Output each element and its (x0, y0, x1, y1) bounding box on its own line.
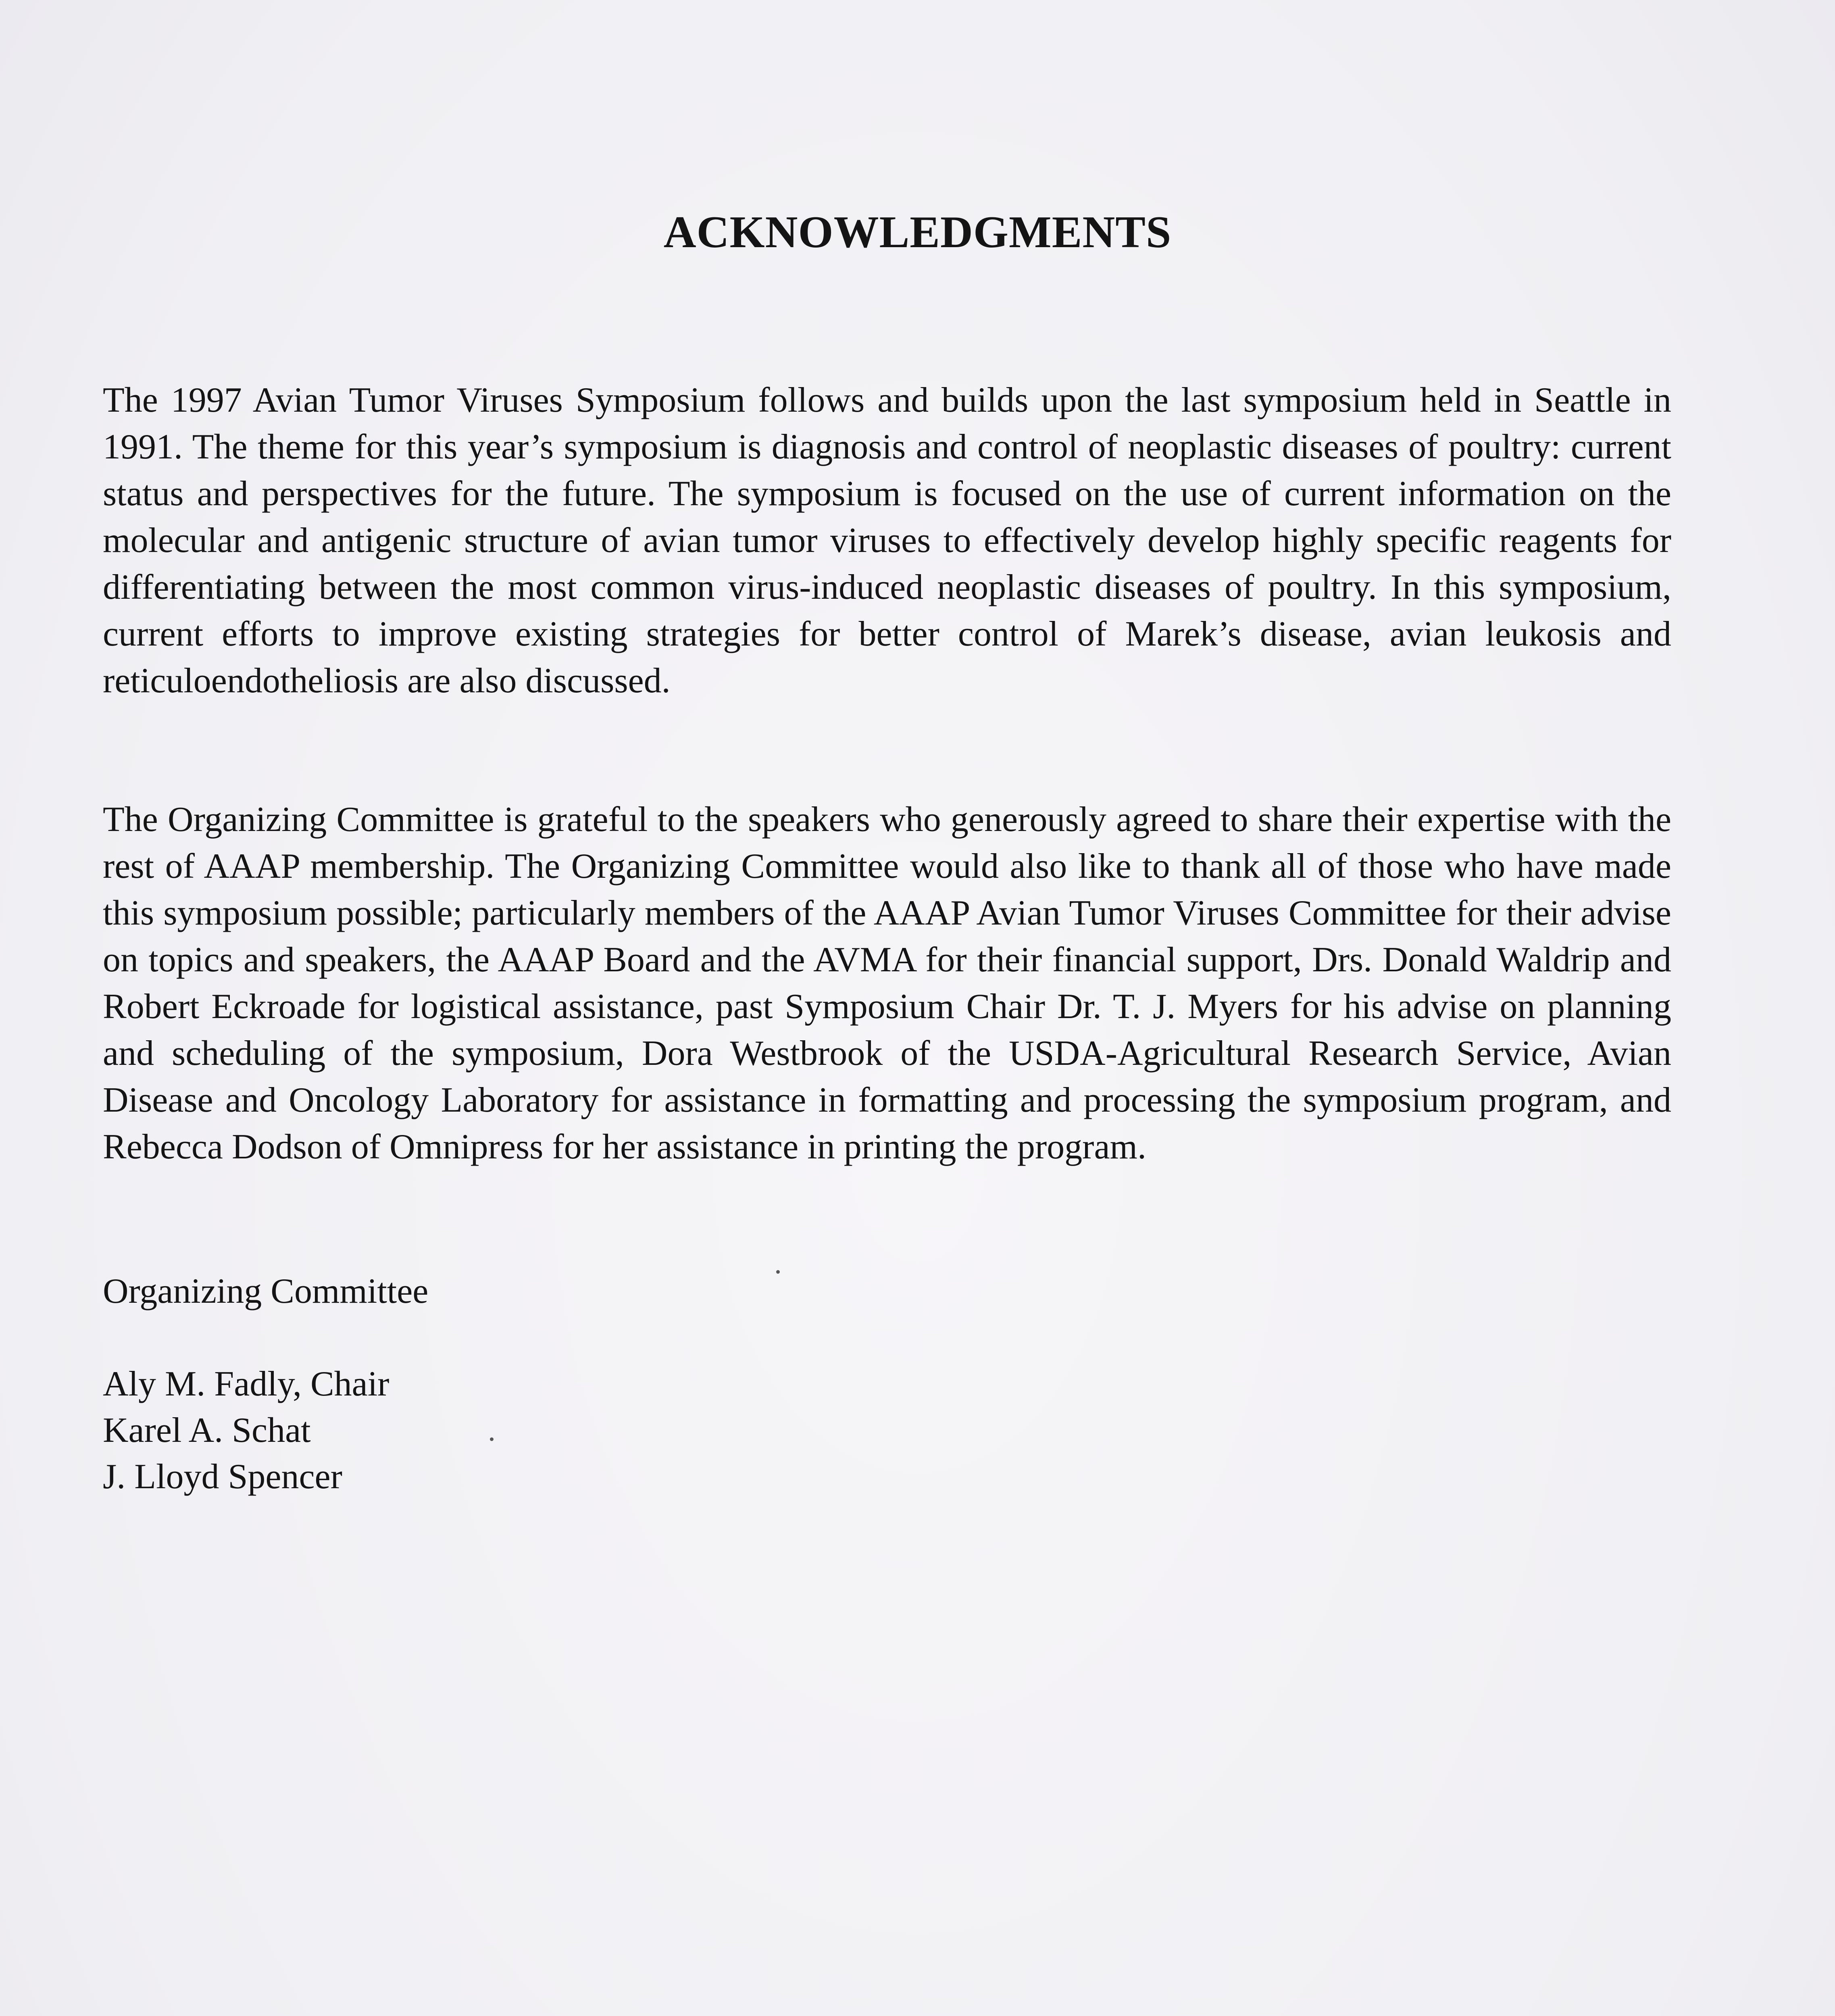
paragraph-thanks: The Organizing Committee is grateful to the speakers who generously agreed to share their expertise with the rest of AAAP membership. The Organizing Committee would also like to thank all of those who have made this symposium possible; particularly members of the AAAP Avian Tumor Viruses Committee for their advise on topics and speakers, the AAAP Board and the AVMA for their financial support, Drs. Donald Waldrip and Robert Eckroade for logistical assistance, past Symposium Chair Dr. T. J. Myers for his advise on planning and scheduling of the symposium, Dora Westbrook of the USDA-Agricultural Research Service, Avian Disease and Oncology Laboratory for assistance in formatting and processing the symposium program, and Rebecca Dodson of Omnipress for her assistance in printing the program. (103, 800, 1671, 1166)
paper-speck (490, 1437, 494, 1441)
committee-members-list (103, 1361, 389, 1500)
committee-member: Karel A. Schat (103, 1411, 311, 1450)
committee-member: J. Lloyd Spencer (103, 1457, 342, 1496)
paper-speck (776, 1270, 780, 1274)
committee-member: Aly M. Fadly, Chair (103, 1364, 389, 1404)
paragraph-intro: The 1997 Avian Tumor Viruses Symposium follows and builds upon the last symposium held in Seattle in 1991. The theme for this year’s symposium is diagnosis and control of neoplastic diseases of poultry: current status and perspectives for the future. The symposium is focused on the use of current information on the molecular and antigenic structure of avian tumor viruses to effectively develop highly specific reagents for differentiating between the most common virus-induced neoplastic diseases of poultry. In this symposium, current efforts to improve existing strategies for better control of Marek’s disease, avian leukosis and reticuloendotheliosis are also discussed. (103, 381, 1671, 700)
page-title: ACKNOWLEDGMENTS (663, 207, 1172, 257)
signature-heading: Organizing Committee (103, 1272, 429, 1311)
